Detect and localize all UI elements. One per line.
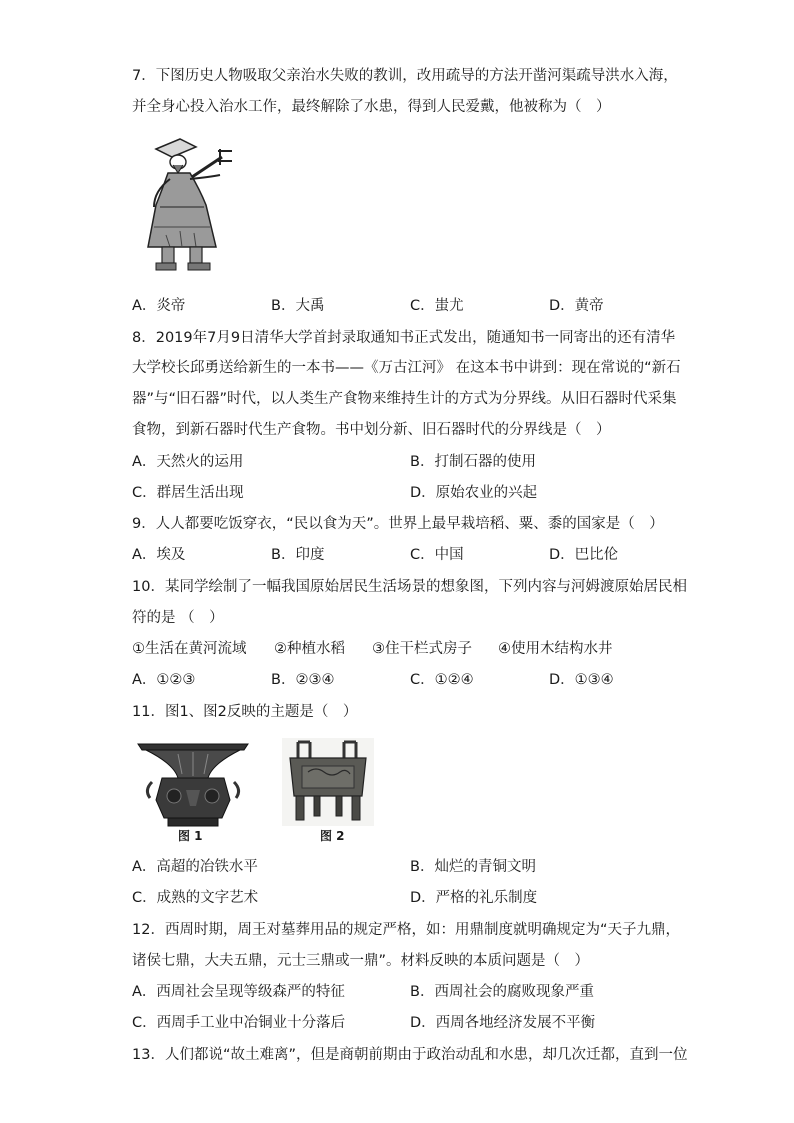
q12-option-b[interactable]: B．西周社会的腐败现象严重 — [410, 984, 594, 1000]
figure-2-caption: 图 2 — [320, 829, 345, 843]
q8-stem-line3: 器”与“旧石器”时代，以人类生产食物来维持生计的方式为分界线。从旧石器时代采集 — [132, 391, 677, 407]
q10-item-2: ②种植水稻 — [274, 641, 345, 657]
bronze-zun-vessel-figure-1 — [134, 738, 252, 834]
q9-option-d[interactable]: D．巴比伦 — [549, 547, 619, 563]
yu-the-great-illustration — [140, 135, 240, 277]
q7-option-d[interactable]: D．黄帝 — [549, 298, 604, 314]
q12-stem-line1: 12．西周时期，周王对墓葬用品的规定严格，如：用鼎制度就明确规定为“天子九鼎， — [132, 922, 680, 938]
q10-option-d[interactable]: D．①③④ — [549, 672, 614, 688]
q7-stem-line1: 7．下图历史人物吸取父亲治水失败的教训，改用疏导的方法开凿河渠疏导洪水入海， — [132, 68, 678, 84]
q8-stem-line4: 食物，到新石器时代生产食物。书中划分新、旧石器时代的分界线是（ ） — [132, 422, 611, 438]
q12-option-a[interactable]: A．西周社会呈现等级森严的特征 — [132, 984, 345, 1000]
q8-option-d[interactable]: D．原始农业的兴起 — [410, 485, 538, 501]
figure-1-caption: 图 1 — [178, 829, 203, 843]
q10-stem-line1: 10．某同学绘制了一幅我国原始居民生活场景的想象图，下列内容与河姆渡原始居民相 — [132, 579, 687, 595]
q11-option-d[interactable]: D．严格的礼乐制度 — [410, 890, 538, 906]
q11-stem-line1: 11．图1、图2反映的主题是（ ） — [132, 704, 358, 720]
q12-option-c[interactable]: C．西周手工业中冶铜业十分落后 — [132, 1015, 346, 1031]
q10-stem-line2: 符的是 （ ） — [132, 610, 224, 626]
q8-option-c[interactable]: C．群居生活出现 — [132, 485, 244, 501]
q10-item-1: ①生活在黄河流域 — [132, 641, 247, 657]
q7-stem-line2: 并全身心投入治水工作，最终解除了水患，得到人民爱戴，他被称为（ ） — [132, 99, 611, 115]
q9-option-b[interactable]: B．印度 — [271, 547, 325, 563]
q12-option-d[interactable]: D．西周各地经济发展不平衡 — [410, 1015, 596, 1031]
q7-option-b[interactable]: B．大禹 — [271, 298, 325, 314]
q8-stem-line1: 8．2019年7月9日清华大学首封录取通知书正式发出，随通知书一同寄出的还有清华 — [132, 330, 676, 346]
q12-stem-line2: 诸侯七鼎，大夫五鼎，元士三鼎或一鼎”。材料反映的本质问题是（ ） — [132, 953, 590, 969]
q11-option-b[interactable]: B．灿烂的青铜文明 — [410, 859, 536, 875]
q13-stem-line1: 13．人们都说“故土难离”，但是商朝前期由于政治动乱和水患，却几次迁都，直到一位 — [132, 1047, 688, 1063]
q8-option-b[interactable]: B．打制石器的使用 — [410, 454, 536, 470]
q7-option-a[interactable]: A．炎帝 — [132, 298, 186, 314]
q9-option-c[interactable]: C．中国 — [410, 547, 464, 563]
simuwu-ding-figure-2 — [282, 738, 374, 826]
q8-option-a[interactable]: A．天然火的运用 — [132, 454, 244, 470]
q10-item-4: ④使用木结构水井 — [498, 641, 613, 657]
q10-item-3: ③住干栏式房子 — [372, 641, 472, 657]
q9-stem-line1: 9．人人都要吃饭穿衣，“民以食为天”。世界上最早栽培稻、粟、黍的国家是（ ） — [132, 516, 664, 532]
q10-option-c[interactable]: C．①②④ — [410, 672, 474, 688]
q11-option-c[interactable]: C．成熟的文字艺术 — [132, 890, 259, 906]
q10-option-b[interactable]: B．②③④ — [271, 672, 335, 688]
q7-option-c[interactable]: C．蚩尤 — [410, 298, 464, 314]
q9-option-a[interactable]: A．埃及 — [132, 547, 186, 563]
q8-stem-line2: 大学校长邱勇送给新生的一本书——《万古江河》 在这本书中讲到：现在常说的“新石 — [132, 360, 681, 376]
q11-option-a[interactable]: A．高超的冶铁水平 — [132, 859, 258, 875]
q10-option-a[interactable]: A．①②③ — [132, 672, 196, 688]
